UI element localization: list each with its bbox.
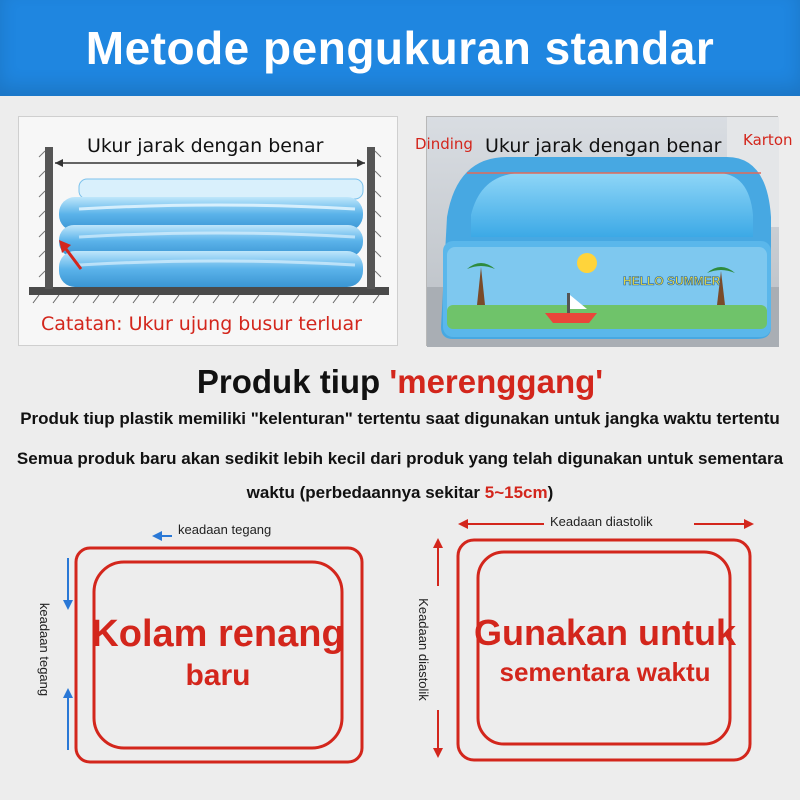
heading-highlight: 'merenggang' bbox=[389, 363, 604, 400]
wall-label: Dinding bbox=[415, 135, 473, 153]
top-arrow-right-left bbox=[458, 519, 468, 529]
description-line-3: waktu (perbedaannya sekitar 5~15cm) bbox=[246, 483, 554, 502]
description-line-2: Semua produk baru akan sedikit lebih kecil dari produk yang telah digunakan untuk sementara bbox=[16, 449, 784, 468]
new-pool-title: Kolam renang bbox=[91, 613, 345, 655]
box-label: Karton bbox=[743, 131, 793, 149]
left-side-label: keadaan tegang bbox=[37, 602, 53, 697]
left-wall bbox=[45, 147, 53, 289]
title-banner bbox=[0, 0, 800, 96]
side-arrow-down-left bbox=[63, 600, 73, 610]
size-difference: 5~15cm bbox=[484, 483, 548, 502]
right-top-label: Keadaan diastolik bbox=[550, 514, 653, 529]
left-measurement-panel bbox=[18, 116, 398, 346]
side-arrow-up-right bbox=[433, 538, 443, 548]
side-arrow-down-right bbox=[433, 748, 443, 758]
top-arrow-right-right bbox=[744, 519, 754, 529]
used-pool-subtitle: sementara waktu bbox=[499, 657, 711, 687]
right-wall bbox=[367, 147, 375, 289]
right-side-label: Keadaan diastolik bbox=[415, 598, 431, 701]
section-heading: Produk tiup 'merenggang' bbox=[196, 363, 604, 400]
used-pool-title: Gunakan untuk bbox=[473, 612, 737, 653]
inflatable-pool bbox=[59, 179, 363, 287]
description-line-1: Produk tiup plastik memiliki "kelenturan" tertentu saat digunakan untuk jangka waktu tertentu bbox=[20, 409, 780, 428]
left-top-label: keadaan tegang bbox=[178, 522, 272, 537]
left-measure-label: Ukur jarak dengan benar bbox=[87, 135, 324, 157]
right-measure-label: Ukur jarak dengan benar bbox=[485, 135, 722, 157]
top-arrow-left bbox=[152, 531, 162, 541]
banner-title: Metode pengukuran standar bbox=[85, 22, 715, 74]
new-pool-subtitle: baru bbox=[185, 659, 251, 692]
floor-line bbox=[29, 287, 389, 295]
pool-print-text: HELLO SUMMER bbox=[623, 274, 721, 288]
side-arrow-up-left bbox=[63, 688, 73, 698]
measure-note: Catatan: Ukur ujung busur terluar bbox=[41, 313, 362, 335]
right-measurement-panel bbox=[415, 116, 793, 346]
